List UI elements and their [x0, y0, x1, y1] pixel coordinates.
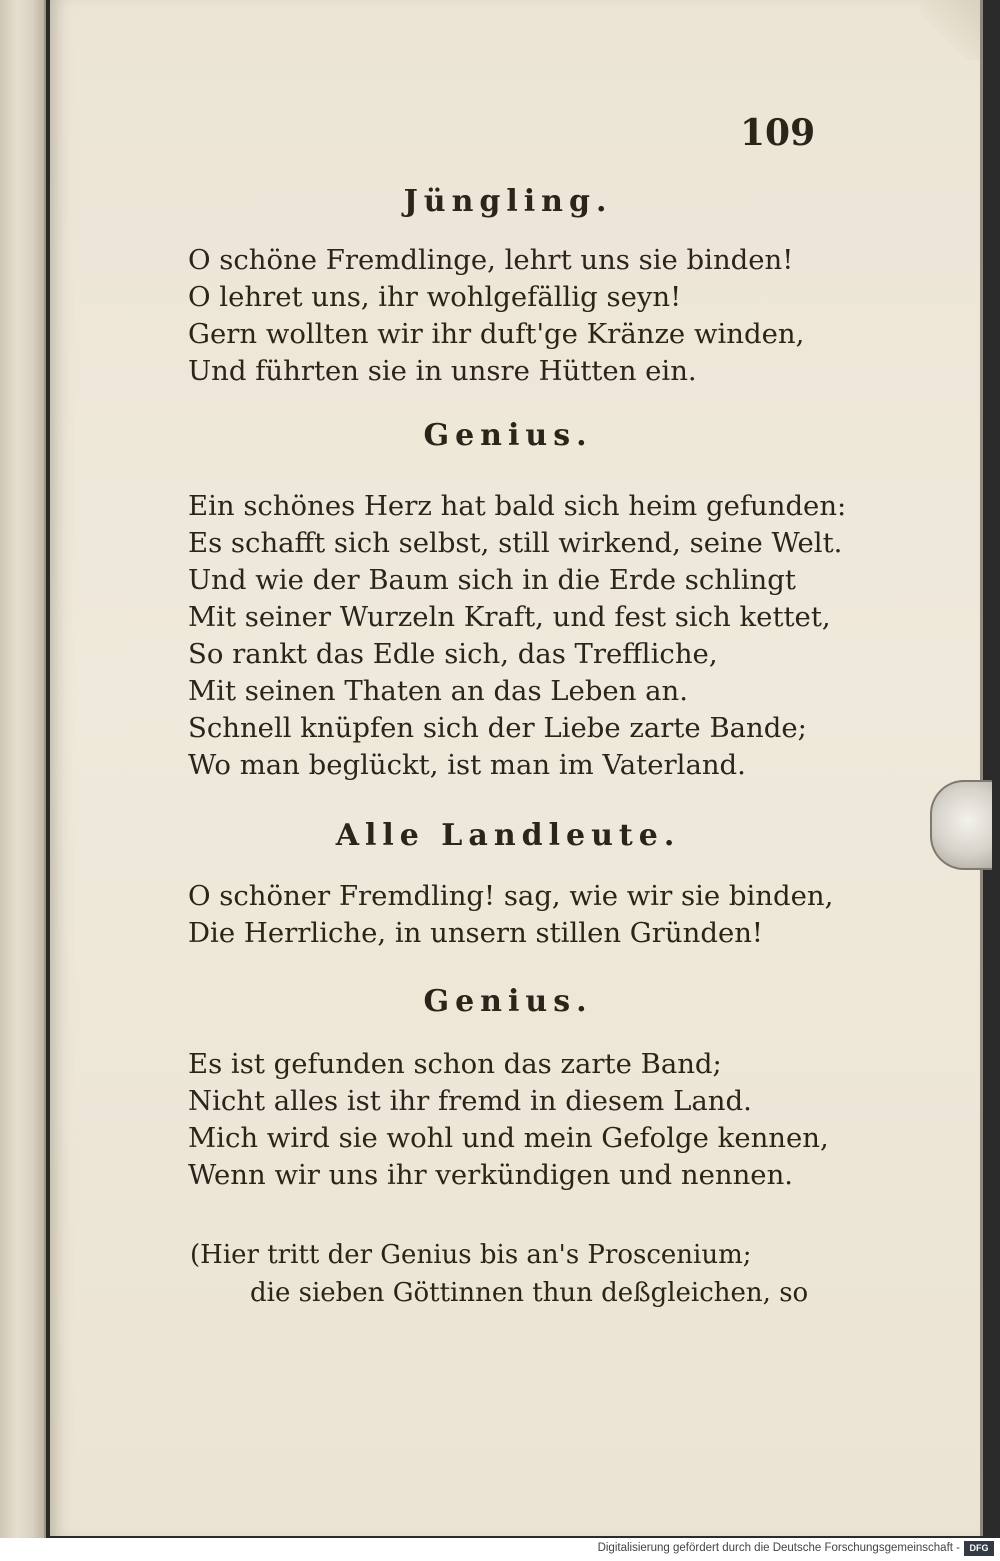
verse-block: [188, 488, 847, 784]
verse-line: Wenn wir uns ihr verkündigen und nennen.: [188, 1159, 794, 1191]
verse-line: Wo man beglückt, ist man im Vaterland.: [188, 749, 746, 781]
dfg-logo-icon: DFG: [964, 1541, 994, 1556]
verse-line: Und führten sie in unsre Hütten ein.: [188, 355, 697, 387]
verse-line: O lehret uns, ihr wohlgefällig seyn!: [188, 281, 682, 313]
page-clip-tab: [930, 780, 992, 870]
stage-direction: [188, 1236, 828, 1312]
page-corner-fold: [920, 0, 980, 60]
footer-bar: [0, 1538, 1000, 1561]
verse-line: Es ist gefunden schon das zarte Band;: [188, 1048, 722, 1080]
verse-block: [188, 878, 834, 952]
verse-line: Mit seiner Wurzeln Kraft, und fest sich kettet,: [188, 601, 831, 633]
book-spine: [0, 0, 46, 1538]
poem-text: [188, 180, 847, 1312]
verse-line: Mich wird sie wohl und mein Gefolge kennen,: [188, 1122, 829, 1154]
verse-line: Die Herrliche, in unsern stillen Gründen!: [188, 917, 763, 949]
verse-line: Ein schönes Herz hat bald sich heim gefunden:: [188, 490, 847, 522]
verse-line: Und wie der Baum sich in die Erde schlingt: [188, 564, 796, 596]
verse-line: Gern wollten wir ihr duft'ge Kränze winden,: [188, 318, 805, 350]
verse-line: O schöne Fremdlinge, lehrt uns sie binden!: [188, 244, 794, 276]
page-number: 109: [740, 112, 816, 154]
speaker-heading: Jüngling.: [403, 184, 613, 219]
verse-line: Mit seinen Thaten an das Leben an.: [188, 675, 689, 707]
verse-block: [188, 242, 828, 390]
verse-line: Nicht alles ist ihr fremd in diesem Land.: [188, 1085, 752, 1117]
stage-direction-line: die sieben Göttinnen thun deßgleichen, so: [250, 1278, 809, 1308]
verse-line: Schnell knüpfen sich der Liebe zarte Bande;: [188, 712, 807, 744]
funding-notice: Digitalisierung gefördert durch die Deutsche Forschungsgemeinschaft -: [597, 1542, 960, 1554]
verse-line: O schöner Fremdling! sag, wie wir sie binden,: [188, 880, 834, 912]
stage-direction-line: (Hier tritt der Genius bis an's Proscenium;: [190, 1240, 752, 1270]
verse-line: Es schafft sich selbst, still wirkend, seine Welt.: [188, 527, 843, 559]
speaker-heading: Genius.: [423, 984, 593, 1019]
speaker-heading: Genius.: [423, 418, 593, 453]
verse-block: [188, 1046, 828, 1194]
speaker-heading: Alle Landleute.: [335, 818, 681, 853]
verse-line: So rankt das Edle sich, das Treffliche,: [188, 638, 718, 670]
